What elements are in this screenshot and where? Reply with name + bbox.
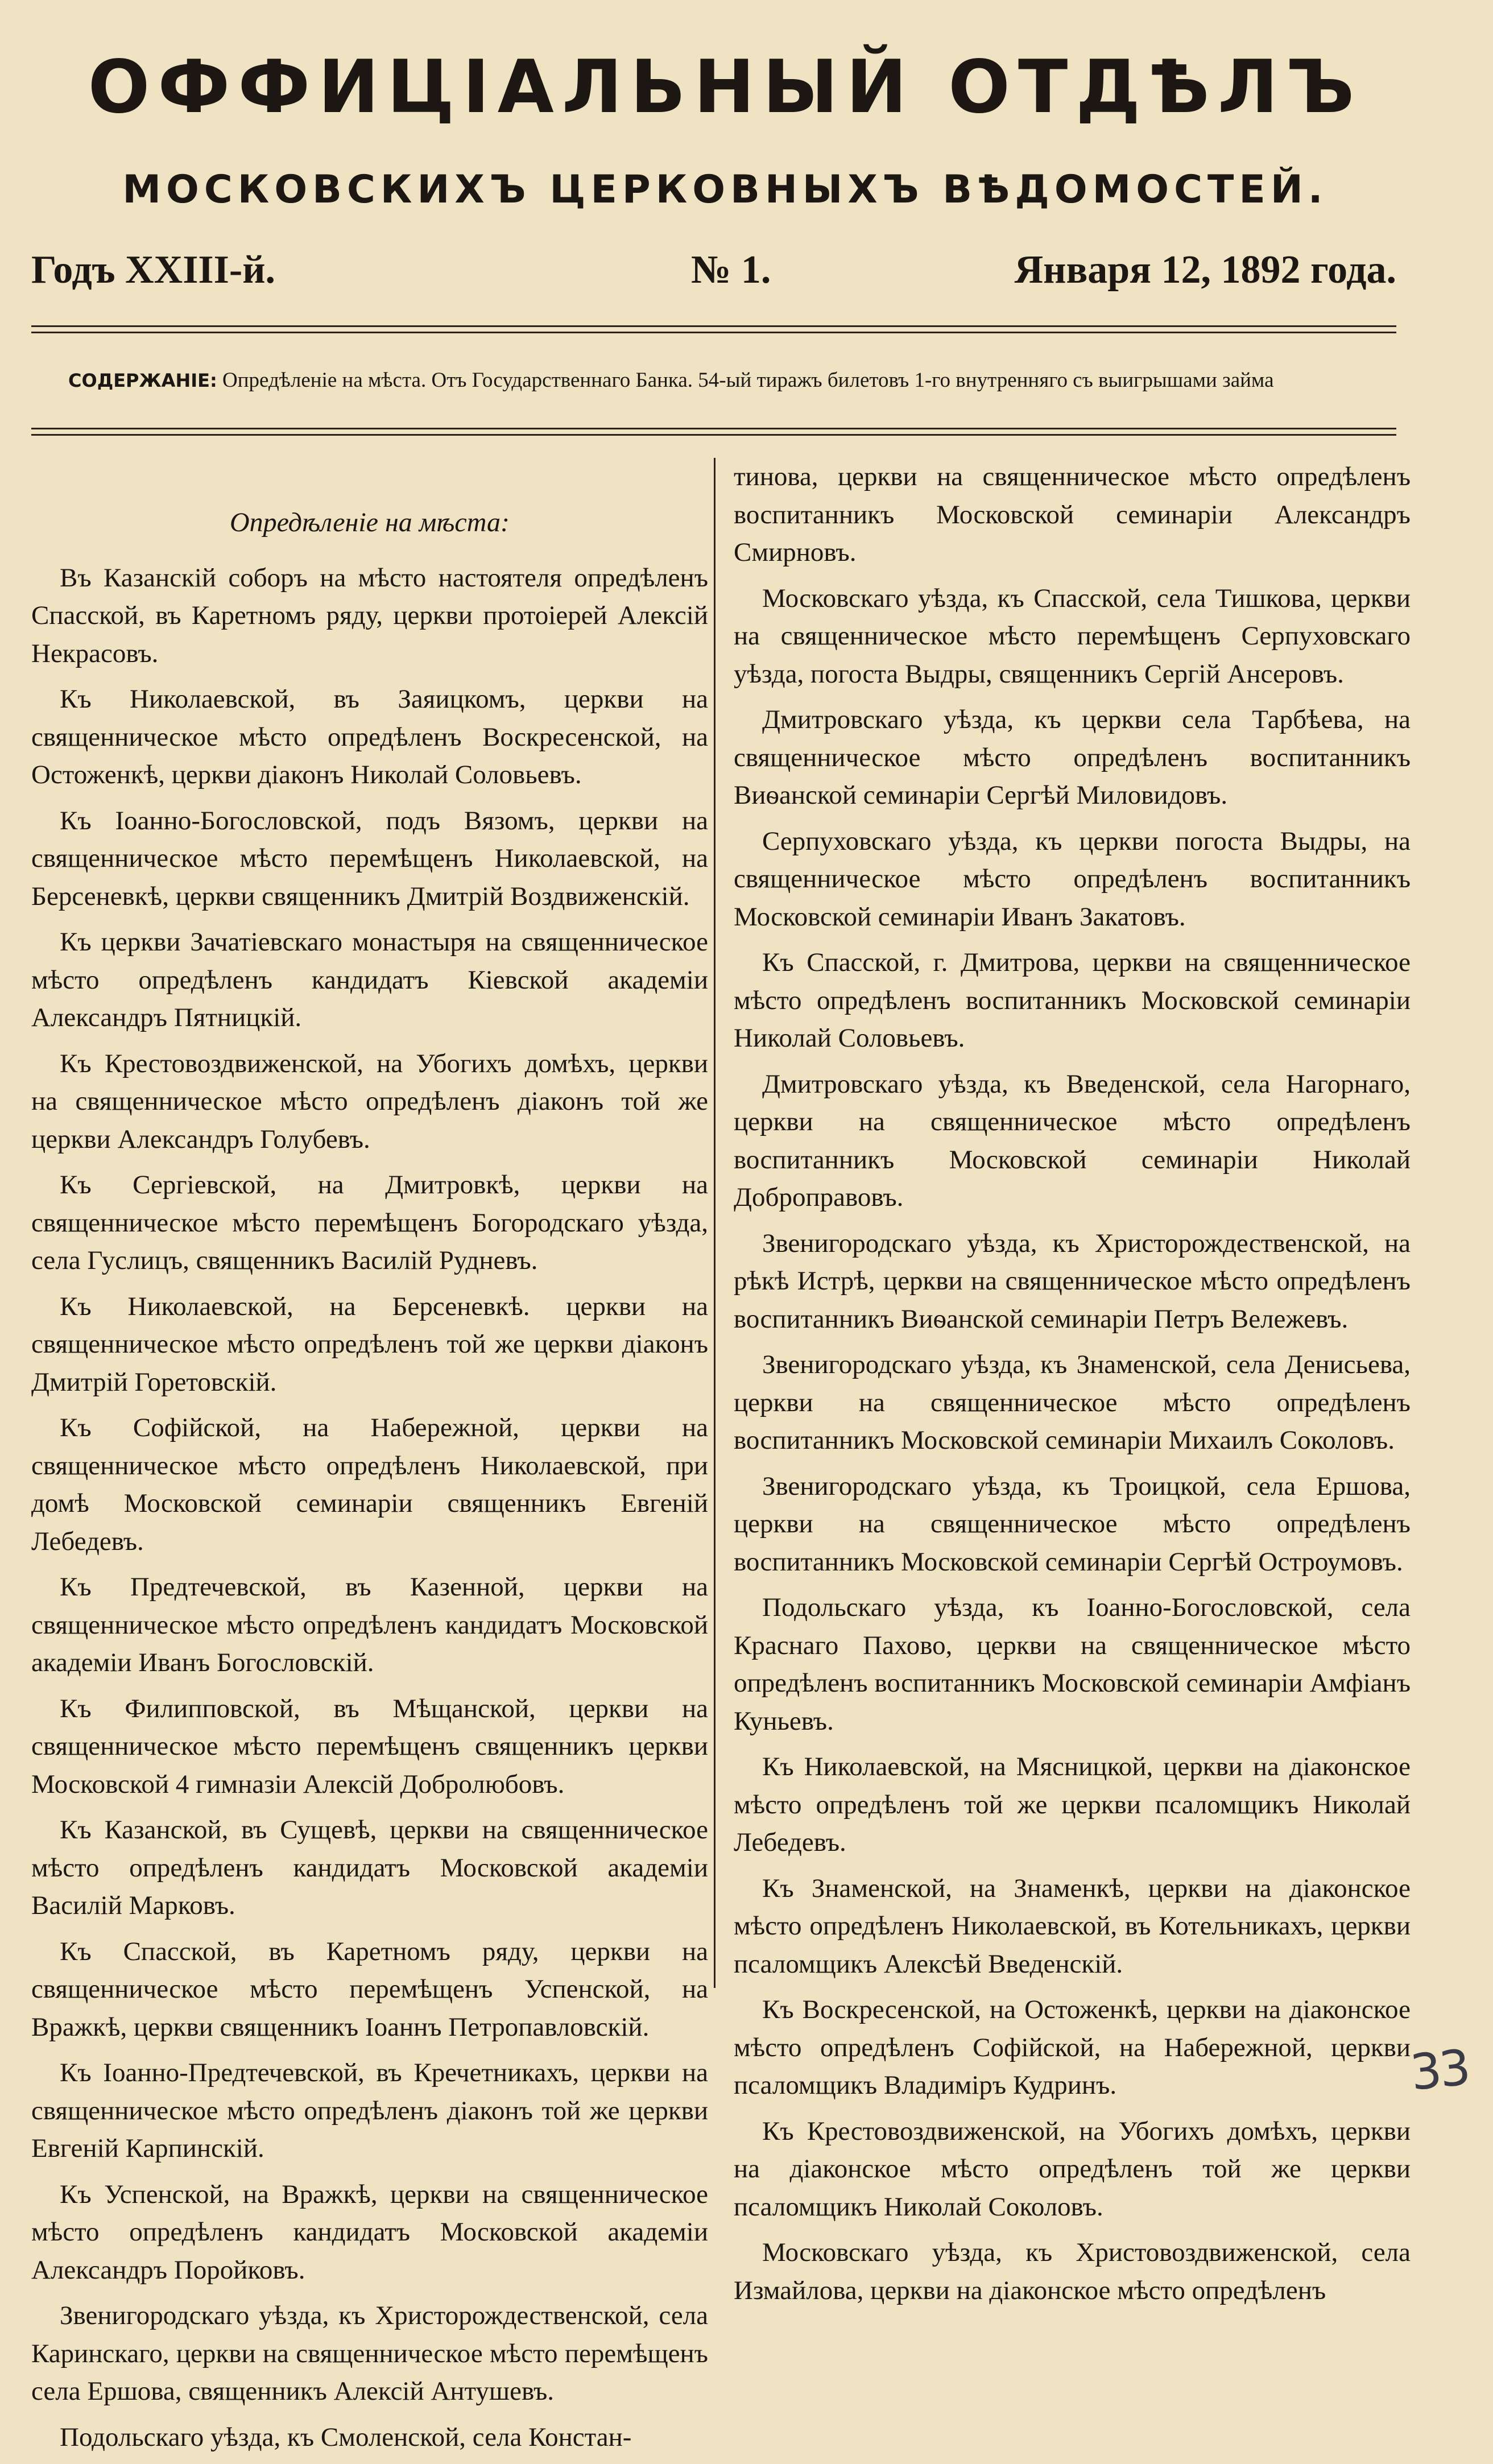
header-rule — [31, 325, 1396, 333]
appointment-paragraph: Къ Сергіевской, на Дмитровкѣ, церкви на священническое мѣсто перемѣщенъ Богородскаго уѣзда, села Гуслицъ, священникъ Василій Рудневъ. — [31, 1170, 708, 1276]
appointment-paragraph: Къ Іоанно-Богословской, подъ Вязомъ, церкви на священническое мѣсто перемѣщенъ Николаевской, на Берсеневкѣ, церкви священникъ Дмитрій Воздвиженскій. — [31, 805, 708, 911]
appointment-paragraph: Подольскаго уѣзда, къ Іоанно-Богословской, села Краснаго Пахово, церкви на священническое мѣсто опредѣленъ воспитанникъ Московской семинаріи Амфіанъ Куньевъ. — [734, 1593, 1411, 1736]
appointment-paragraph: Московскаго уѣзда, къ Спасской, села Тишкова, церкви на священническое мѣсто перемѣщенъ Серпуховскаго уѣзда, погоста Выдры, священникъ Сергій Ансеровъ. — [734, 583, 1411, 689]
right-column — [734, 458, 1411, 2317]
appointment-paragraph: Къ Спасской, г. Дмитрова, церкви на священническое мѣсто опредѣленъ воспитанникъ Московской семинаріи Николай Соловьевъ. — [734, 948, 1411, 1053]
appointment-paragraph: Къ церкви Зачатіевскаго монастыря на священническое мѣсто опредѣленъ кандидатъ Кіевской академіи Александръ Пятницкій. — [31, 927, 708, 1033]
appointment-paragraph: Дмитровскаго уѣзда, къ церкви села Тарбѣева, на священническое мѣсто опредѣленъ воспитанникъ Виѳанской семинаріи Сергѣй Миловидовъ. — [734, 705, 1411, 810]
appointment-paragraph: Къ Казанской, въ Сущевѣ, церкви на священническое мѣсто опредѣленъ кандидатъ Московской академіи Василій Марковъ. — [31, 1815, 708, 1921]
issue-date: Января 12, 1892 года. — [1014, 248, 1396, 292]
appointment-paragraph: Къ Знаменской, на Знаменкѣ, церкви на діаконское мѣсто опредѣленъ Николаевской, въ Котельникахъ, церкви псаломщикъ Алексѣй Введенскій. — [734, 1873, 1411, 1979]
contents-label: СОДЕРЖАНІЕ: — [68, 370, 217, 391]
appointment-paragraph: Къ Николаевской, въ Заяицкомъ, церкви на священническое мѣсто опредѣленъ Воскресенской, на Остоженкѣ, церкви діаконъ Николай Соловьевъ. — [31, 684, 708, 790]
issue-meta-row — [31, 250, 1396, 301]
right-column-continuation: тинова, церкви на священническое мѣсто опредѣленъ воспитанникъ Московской семинаріи Александръ Смирновъ. — [734, 462, 1411, 567]
appointment-paragraph: Звенигородскаго уѣзда, къ Христорождественской, на рѣкѣ Истрѣ, церкви на священническое мѣсто опредѣленъ воспитанникъ Виѳанской семинаріи Петръ Вележевъ. — [734, 1228, 1411, 1334]
appointment-paragraph: Къ Спасской, въ Каретномъ ряду, церкви на священническое мѣсто перемѣщенъ Успенской, на Вражкѣ, церкви священникъ Іоаннъ Петропавловскій. — [31, 1936, 708, 2042]
appointment-paragraph: Звенигородскаго уѣзда, къ Троицкой, села Ершова, церкви на священническое мѣсто опредѣленъ воспитанникъ Московской семинаріи Сергѣй Остроумовъ. — [734, 1471, 1411, 1577]
appointment-paragraph: Звенигородскаго уѣзда, къ Христорождественской, села Каринскаго, церкви на священническое мѣсто перемѣщенъ села Ершова, священникъ Алексій Антушевъ. — [31, 2301, 708, 2407]
appointment-paragraph: Къ Іоанно-Предтечевской, въ Кречетникахъ, церкви на священническое мѣсто опредѣленъ діаконъ той же церкви Евгеній Карпинскій. — [31, 2058, 708, 2164]
masthead-subtitle: МОСКОВСКИХЪ ЦЕРКОВНЫХЪ ВѢДОМОСТЕЙ. — [122, 167, 1328, 212]
appointment-paragraph: Звенигородскаго уѣзда, къ Знаменской, села Денисьева, церкви на священническое мѣсто опредѣленъ воспитанникъ Московской семинаріи Михаилъ Соколовъ. — [734, 1350, 1411, 1455]
appointment-paragraph: Московскаго уѣзда, къ Христовоздвиженской, села Измайлова, церкви на діаконское мѣсто опредѣленъ — [734, 2238, 1411, 2305]
appointment-paragraph: Къ Крестовоздвиженской, на Убогихъ домѣхъ, церкви на діаконское мѣсто опредѣленъ той же церкви псаломщикъ Николай Соколовъ. — [734, 2116, 1411, 2222]
appointment-paragraph: Къ Николаевской, на Берсеневкѣ. церкви на священническое мѣсто опредѣленъ той же церкви діаконъ Дмитрій Горетовскій. — [31, 1291, 708, 1397]
left-column — [31, 458, 708, 2464]
issue-number: № 1. — [691, 248, 771, 292]
handwritten-page-number: 33 — [1408, 2039, 1471, 2102]
appointment-paragraph: Къ Николаевской, на Мясницкой, церкви на діаконское мѣсто опредѣленъ той же церкви псаломщикъ Николай Лебедевъ. — [734, 1752, 1411, 1857]
appointment-paragraph: Серпуховскаго уѣзда, къ церкви погоста Выдры, на священническое мѣсто опредѣленъ воспитанникъ Московской семинаріи Иванъ Закатовъ. — [734, 826, 1411, 932]
section-heading: Опредѣленіе на мѣста: — [230, 507, 510, 538]
column-divider — [714, 458, 716, 1988]
contents-text: Опредѣленіе на мѣста. Отъ Государственнаго Банка. 54-ый тиражъ билетовъ 1-го внутренняго съ выигрышами займа — [222, 369, 1274, 392]
appointment-paragraph: Въ Казанскій соборъ на мѣсто настоятеля опредѣленъ Спасской, въ Каретномъ ряду, церкви протоіерей Алексій Некрасовъ. — [31, 563, 708, 668]
masthead-title: ОФФИЦІАЛЬНЫЙ ОТДѢЛЪ — [88, 45, 1363, 130]
appointment-paragraph: Къ Филипповской, въ Мѣщанской, церкви на священническое мѣсто перемѣщенъ священникъ церкви Московской 4 гимназіи Алексій Добролюбовъ. — [31, 1693, 708, 1799]
contents-rule — [31, 428, 1396, 436]
appointment-paragraph: Дмитровскаго уѣзда, къ Введенской, села Нагорнаго, церкви на священническое мѣсто опредѣленъ воспитанникъ Московской семинаріи Николай Доброправовъ. — [734, 1069, 1411, 1212]
appointment-paragraph: Къ Крестовоздвиженской, на Убогихъ домѣхъ, церкви на священническое мѣсто опредѣленъ діаконъ той же церкви Александръ Голубевъ. — [31, 1048, 708, 1154]
appointment-paragraph: Къ Предтечевской, въ Казенной, церкви на священническое мѣсто опредѣленъ кандидатъ Московской академіи Иванъ Богословскій. — [31, 1572, 708, 1678]
issue-year: Годъ XXIII-й. — [31, 248, 276, 292]
appointment-paragraph: Къ Софійской, на Набережной, церкви на священническое мѣсто опредѣленъ Николаевской, при домѣ Московской семинаріи священникъ Евгеній Лебедевъ. — [31, 1413, 708, 1556]
contents-line — [68, 370, 1376, 391]
appointment-paragraph: Къ Воскресенской, на Остоженкѣ, церкви на діаконское мѣсто опредѣленъ Софійской, на Набережной, церкви псаломщикъ Владиміръ Кудринъ. — [734, 1995, 1411, 2100]
appointment-paragraph: Подольскаго уѣзда, къ Смоленской, села Констан- — [60, 2422, 632, 2452]
appointment-paragraph: Къ Успенской, на Вражкѣ, церкви на священническое мѣсто опредѣленъ кандидатъ Московской академіи Александръ Поройковъ. — [31, 2179, 708, 2285]
